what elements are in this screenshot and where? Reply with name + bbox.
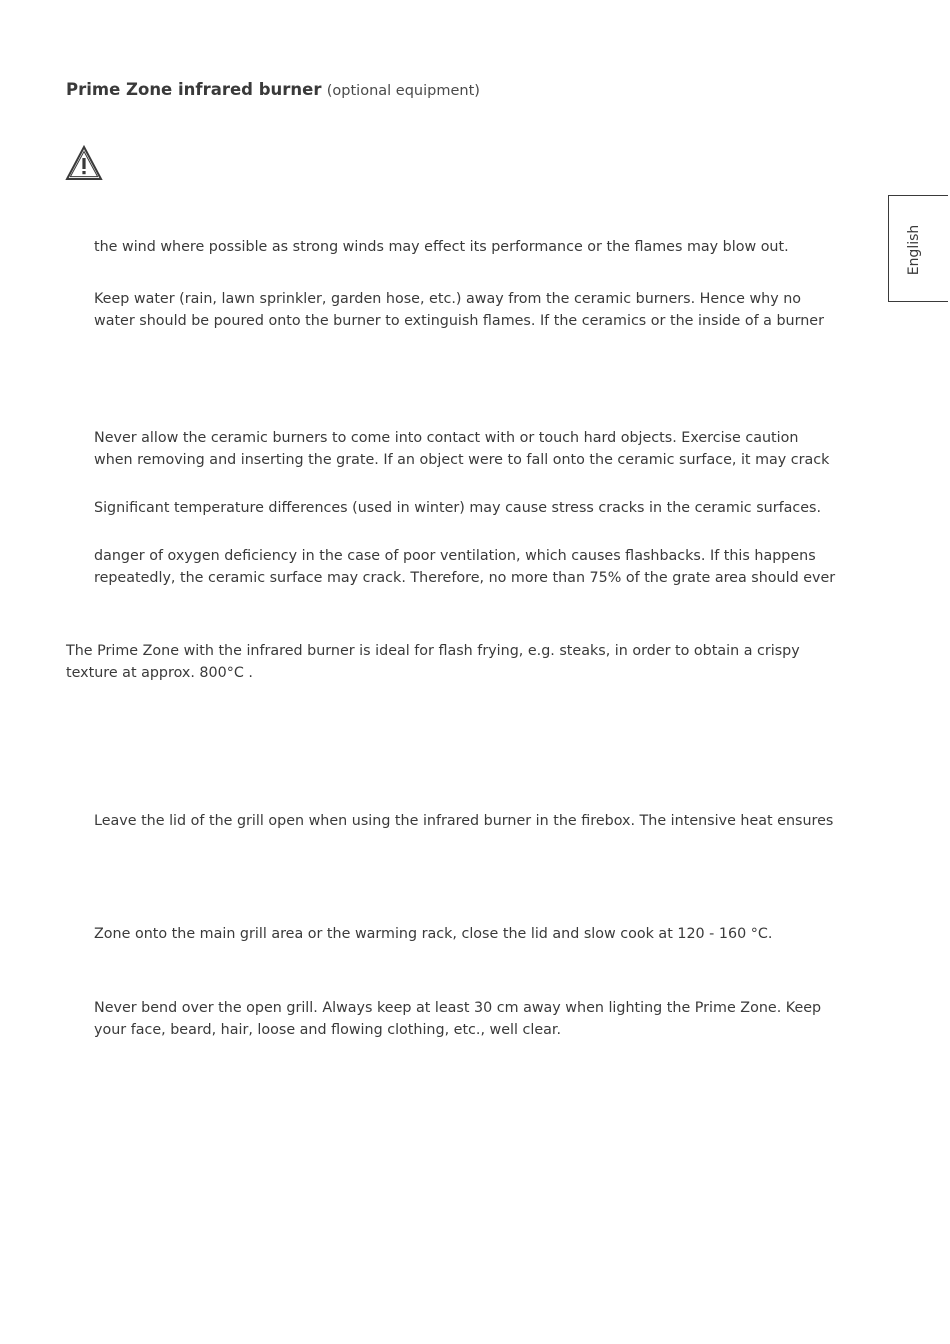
body-line: the wind where possible as strong winds may effect its performance or the flames may blow out. <box>94 239 789 255</box>
body-line: repeatedly, the ceramic surface may crack. Therefore, no more than 75% of the grate area should ever <box>94 570 836 586</box>
body-line: water should be poured onto the burner to extinguish flames. If the ceramics or the inside of a burner <box>94 313 824 329</box>
body-line: Never allow the ceramic burners to come into contact with or touch hard objects. Exercise caution <box>94 430 799 446</box>
heading-title: Prime Zone infrared burner <box>66 80 322 99</box>
heading-subtitle: (optional equipment) <box>326 83 480 99</box>
body-line: when removing and inserting the grate. If an object were to fall onto the ceramic surface, it may crack <box>94 452 830 468</box>
language-tab-label: English <box>906 224 922 276</box>
warning-triangle-icon <box>65 145 103 181</box>
body-line: Never bend over the open grill. Always keep at least 30 cm away when lighting the Prime Zone. Keep <box>94 1000 822 1016</box>
body-line: texture at approx. 800°C . <box>66 665 253 681</box>
body-line: Zone onto the main grill area or the warming rack, close the lid and slow cook at 120 - 160 °C. <box>94 926 773 942</box>
body-line: Keep water (rain, lawn sprinkler, garden hose, etc.) away from the ceramic burners. Hence why no <box>94 291 802 307</box>
body-line: your face, beard, hair, loose and flowing clothing, etc., well clear. <box>94 1022 562 1038</box>
section-heading <box>66 78 480 103</box>
body-line: danger of oxygen deficiency in the case of poor ventilation, which causes flashbacks. If this happens <box>94 548 816 564</box>
body-line: The Prime Zone with the infrared burner is ideal for flash frying, e.g. steaks, in order to obtain a crispy <box>66 643 800 659</box>
body-line: Significant temperature differences (used in winter) may cause stress cracks in the ceramic surfaces. <box>94 500 822 516</box>
language-tab[interactable] <box>888 195 948 302</box>
body-line: Leave the lid of the grill open when using the infrared burner in the firebox. The intensive heat ensures <box>94 813 834 829</box>
